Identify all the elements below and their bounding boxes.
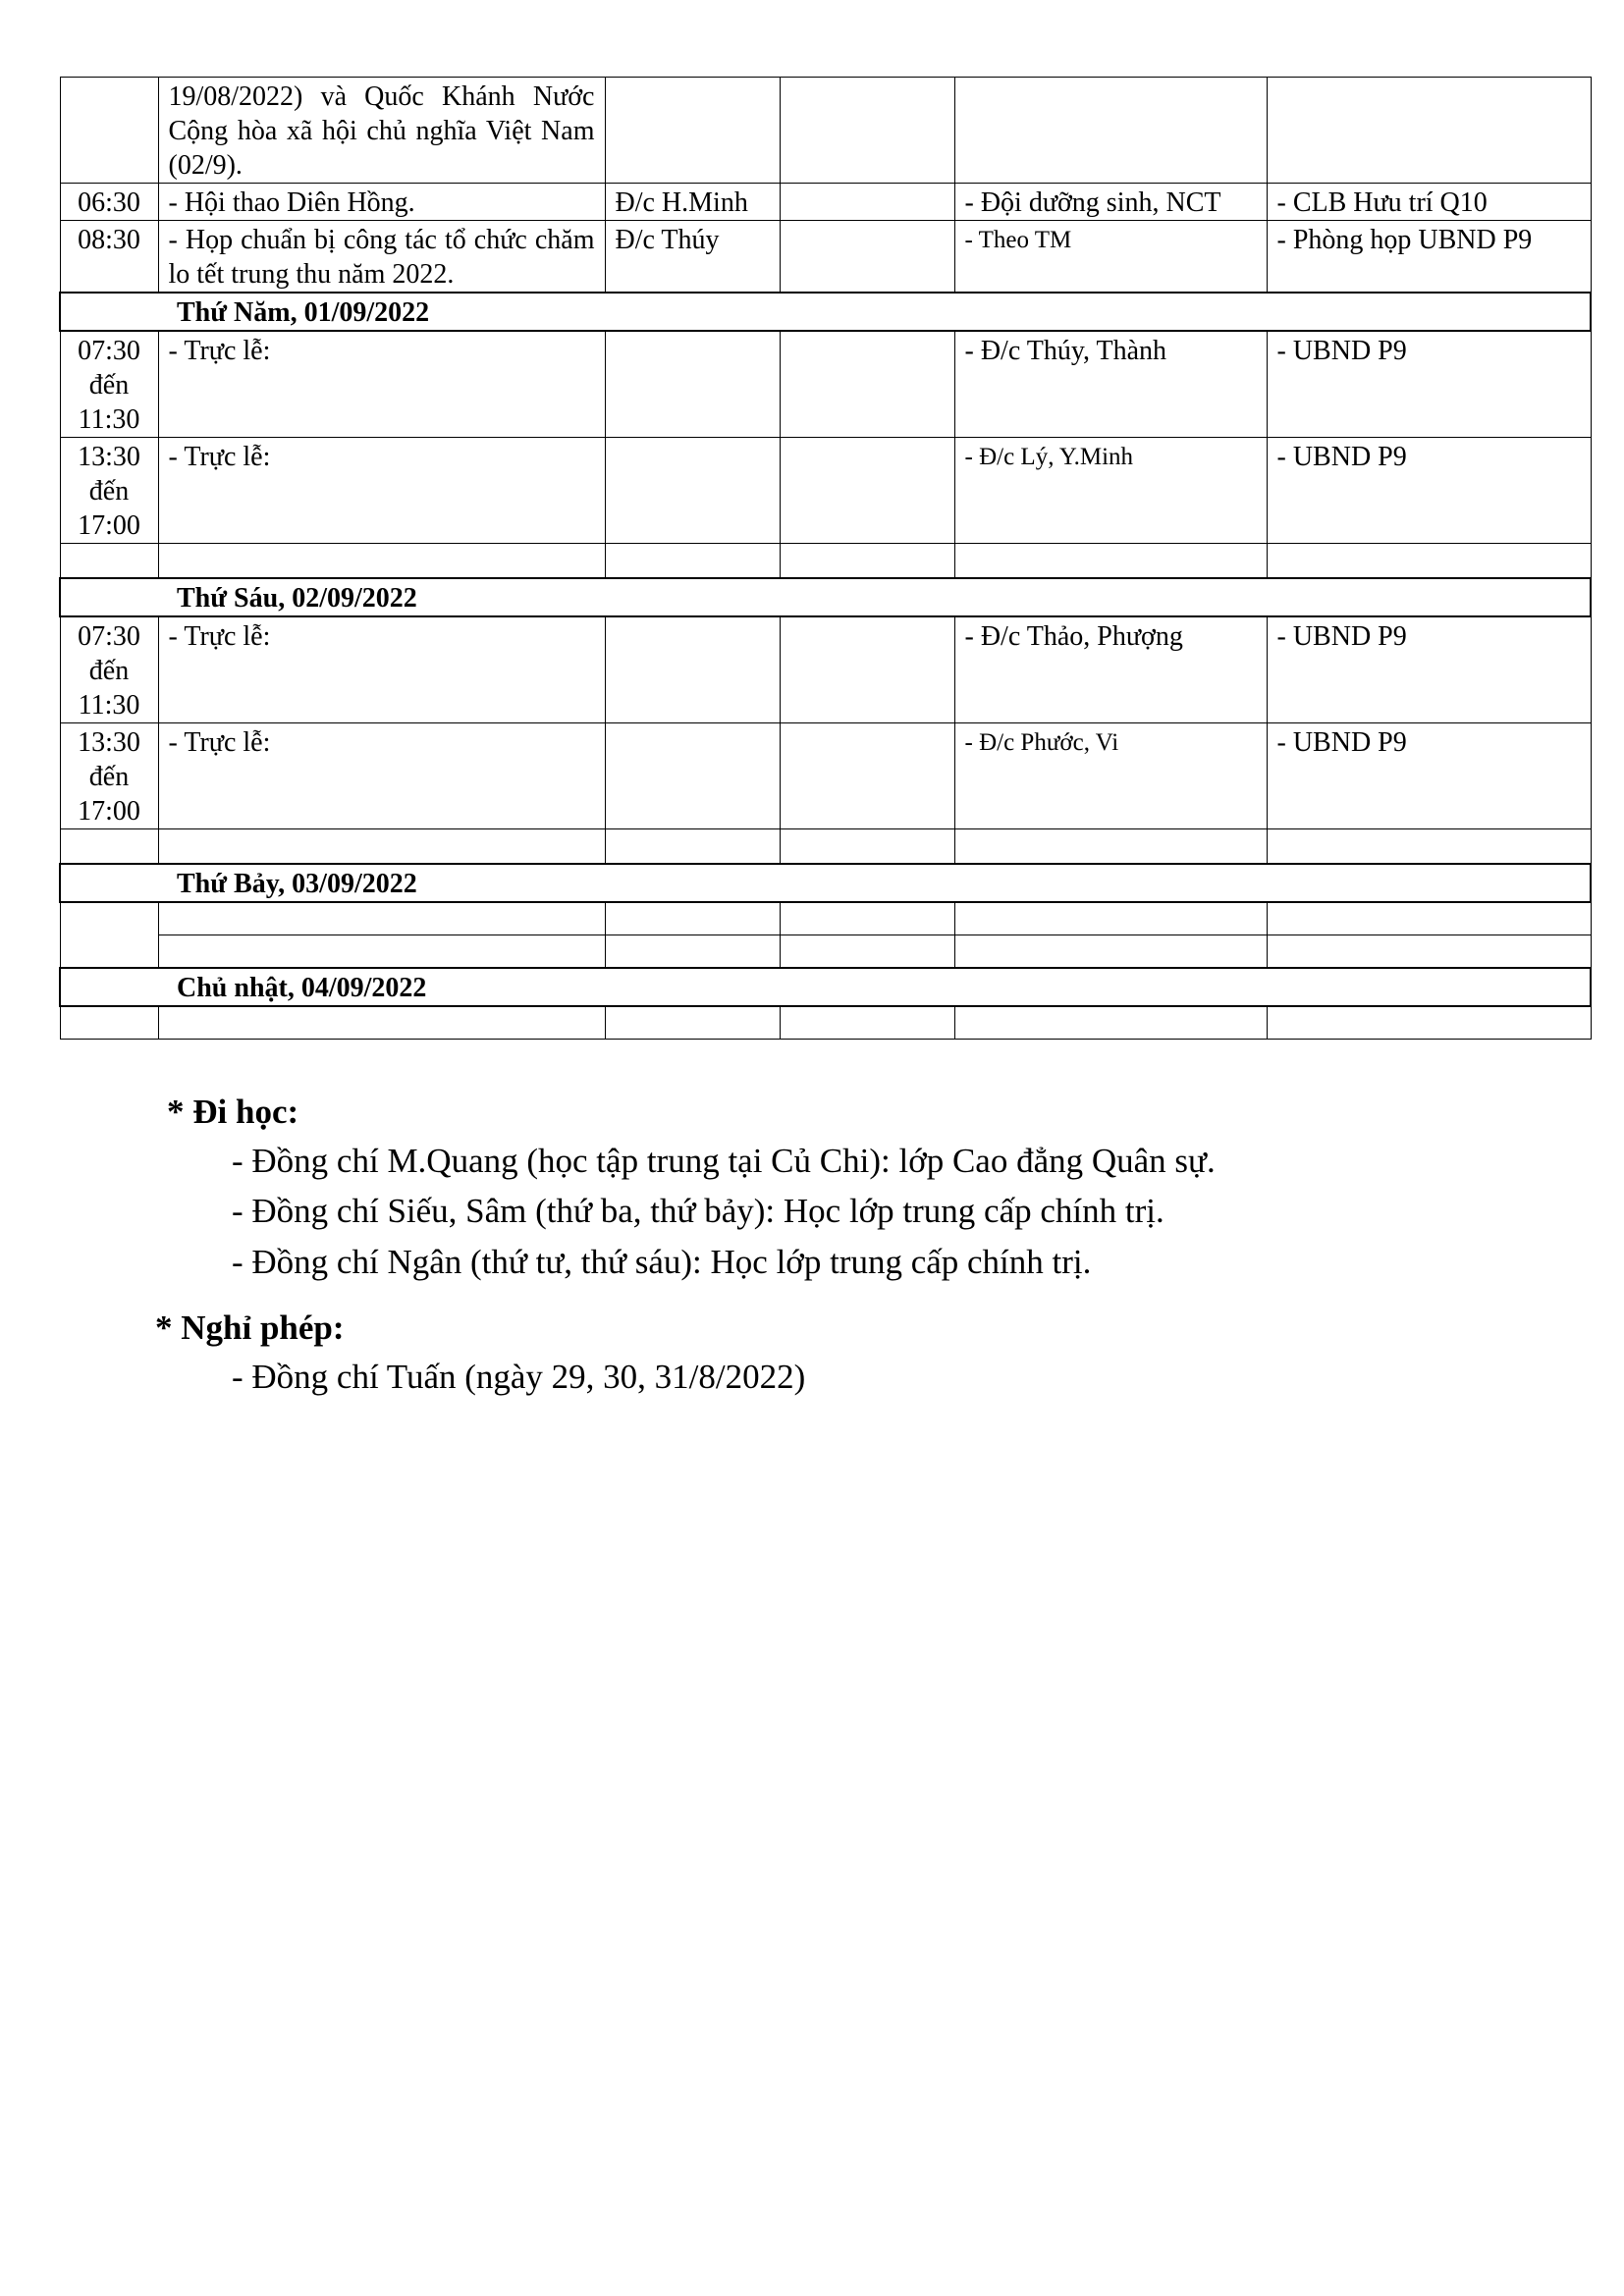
day-header-row	[60, 293, 1591, 331]
day-title: Chủ nhật, 04/09/2022	[60, 968, 1591, 1006]
table-row	[60, 902, 1591, 935]
time-cell	[60, 78, 158, 184]
time-cell: 07:30 đến 11:30	[60, 616, 158, 723]
table-row	[60, 829, 1591, 865]
study-item: - Đồng chí M.Quang (học tập trung tại Củ Chi): lớp Cao đẳng Quân sự.	[232, 1142, 1216, 1180]
lead-cell	[605, 78, 780, 184]
table-row	[60, 616, 1591, 723]
content-cell: - Họp chuẩn bị công tác tổ chức chăm lo tết trung thu năm 2022.	[158, 221, 605, 294]
participants-cell: - Đ/c Thúy, Thành	[954, 331, 1267, 438]
time-cell: 13:30 đến 17:00	[60, 438, 158, 544]
place-cell: - UBND P9	[1267, 331, 1591, 438]
day-title: Thứ Sáu, 02/09/2022	[60, 578, 1591, 616]
time-cell: 08:30	[60, 221, 158, 294]
study-item: - Đồng chí Ngân (thứ tư, thứ sáu): Học lớp trung cấp chính trị.	[232, 1243, 1092, 1281]
time-cell: 06:30	[60, 184, 158, 221]
day-title: Thứ Năm, 01/09/2022	[60, 293, 1591, 331]
table-row	[60, 221, 1591, 294]
extra-cell	[780, 78, 954, 184]
participants-cell: - Đ/c Thảo, Phượng	[954, 616, 1267, 723]
content-cell: - Trực lễ:	[158, 438, 605, 544]
lead-cell	[605, 331, 780, 438]
participants-cell: - Đ/c Phước, Vi	[954, 723, 1267, 829]
content-cell: - Hội thao Diên Hồng.	[158, 184, 605, 221]
table-row	[60, 184, 1591, 221]
lead-cell	[605, 616, 780, 723]
participants-cell: - Đ/c Lý, Y.Minh	[954, 438, 1267, 544]
place-cell: - CLB Hưu trí Q10	[1267, 184, 1591, 221]
extra-cell	[780, 184, 954, 221]
content-cell: 19/08/2022) và Quốc Khánh Nước Cộng hòa xã hội chủ nghĩa Việt Nam (02/9).	[158, 78, 605, 184]
day-header-row	[60, 578, 1591, 616]
table-row	[60, 544, 1591, 579]
content-cell: - Trực lễ:	[158, 616, 605, 723]
table-row	[60, 935, 1591, 969]
day-header-row	[60, 968, 1591, 1006]
lead-cell	[605, 723, 780, 829]
content-cell: - Trực lễ:	[158, 723, 605, 829]
table-row	[60, 1006, 1591, 1040]
leave-heading: * Nghỉ phép:	[155, 1308, 345, 1347]
lead-cell: Đ/c Thúy	[605, 221, 780, 294]
day-title: Thứ Bảy, 03/09/2022	[60, 864, 1591, 902]
leave-item: - Đồng chí Tuấn (ngày 29, 30, 31/8/2022)	[232, 1358, 806, 1396]
study-heading: * Đi học:	[167, 1093, 299, 1131]
table-row	[60, 78, 1591, 184]
extra-cell	[780, 331, 954, 438]
table-row	[60, 438, 1591, 544]
place-cell	[1267, 78, 1591, 184]
extra-cell	[780, 221, 954, 294]
participants-cell	[954, 78, 1267, 184]
study-item: - Đồng chí Siếu, Sâm (thứ ba, thứ bảy): Học lớp trung cấp chính trị.	[232, 1192, 1164, 1230]
participants-cell: - Theo TM	[954, 221, 1267, 294]
time-cell: 13:30 đến 17:00	[60, 723, 158, 829]
day-header-row	[60, 864, 1591, 902]
place-cell: - UBND P9	[1267, 616, 1591, 723]
table-row	[60, 331, 1591, 438]
participants-cell: - Đội dưỡng sinh, NCT	[954, 184, 1267, 221]
time-cell: 07:30 đến 11:30	[60, 331, 158, 438]
extra-cell	[780, 616, 954, 723]
lead-cell	[605, 438, 780, 544]
extra-cell	[780, 438, 954, 544]
content-cell: - Trực lễ:	[158, 331, 605, 438]
place-cell: - UBND P9	[1267, 723, 1591, 829]
schedule-table	[59, 77, 1592, 1040]
lead-cell: Đ/c H.Minh	[605, 184, 780, 221]
table-row	[60, 723, 1591, 829]
place-cell: - Phòng họp UBND P9	[1267, 221, 1591, 294]
place-cell: - UBND P9	[1267, 438, 1591, 544]
extra-cell	[780, 723, 954, 829]
